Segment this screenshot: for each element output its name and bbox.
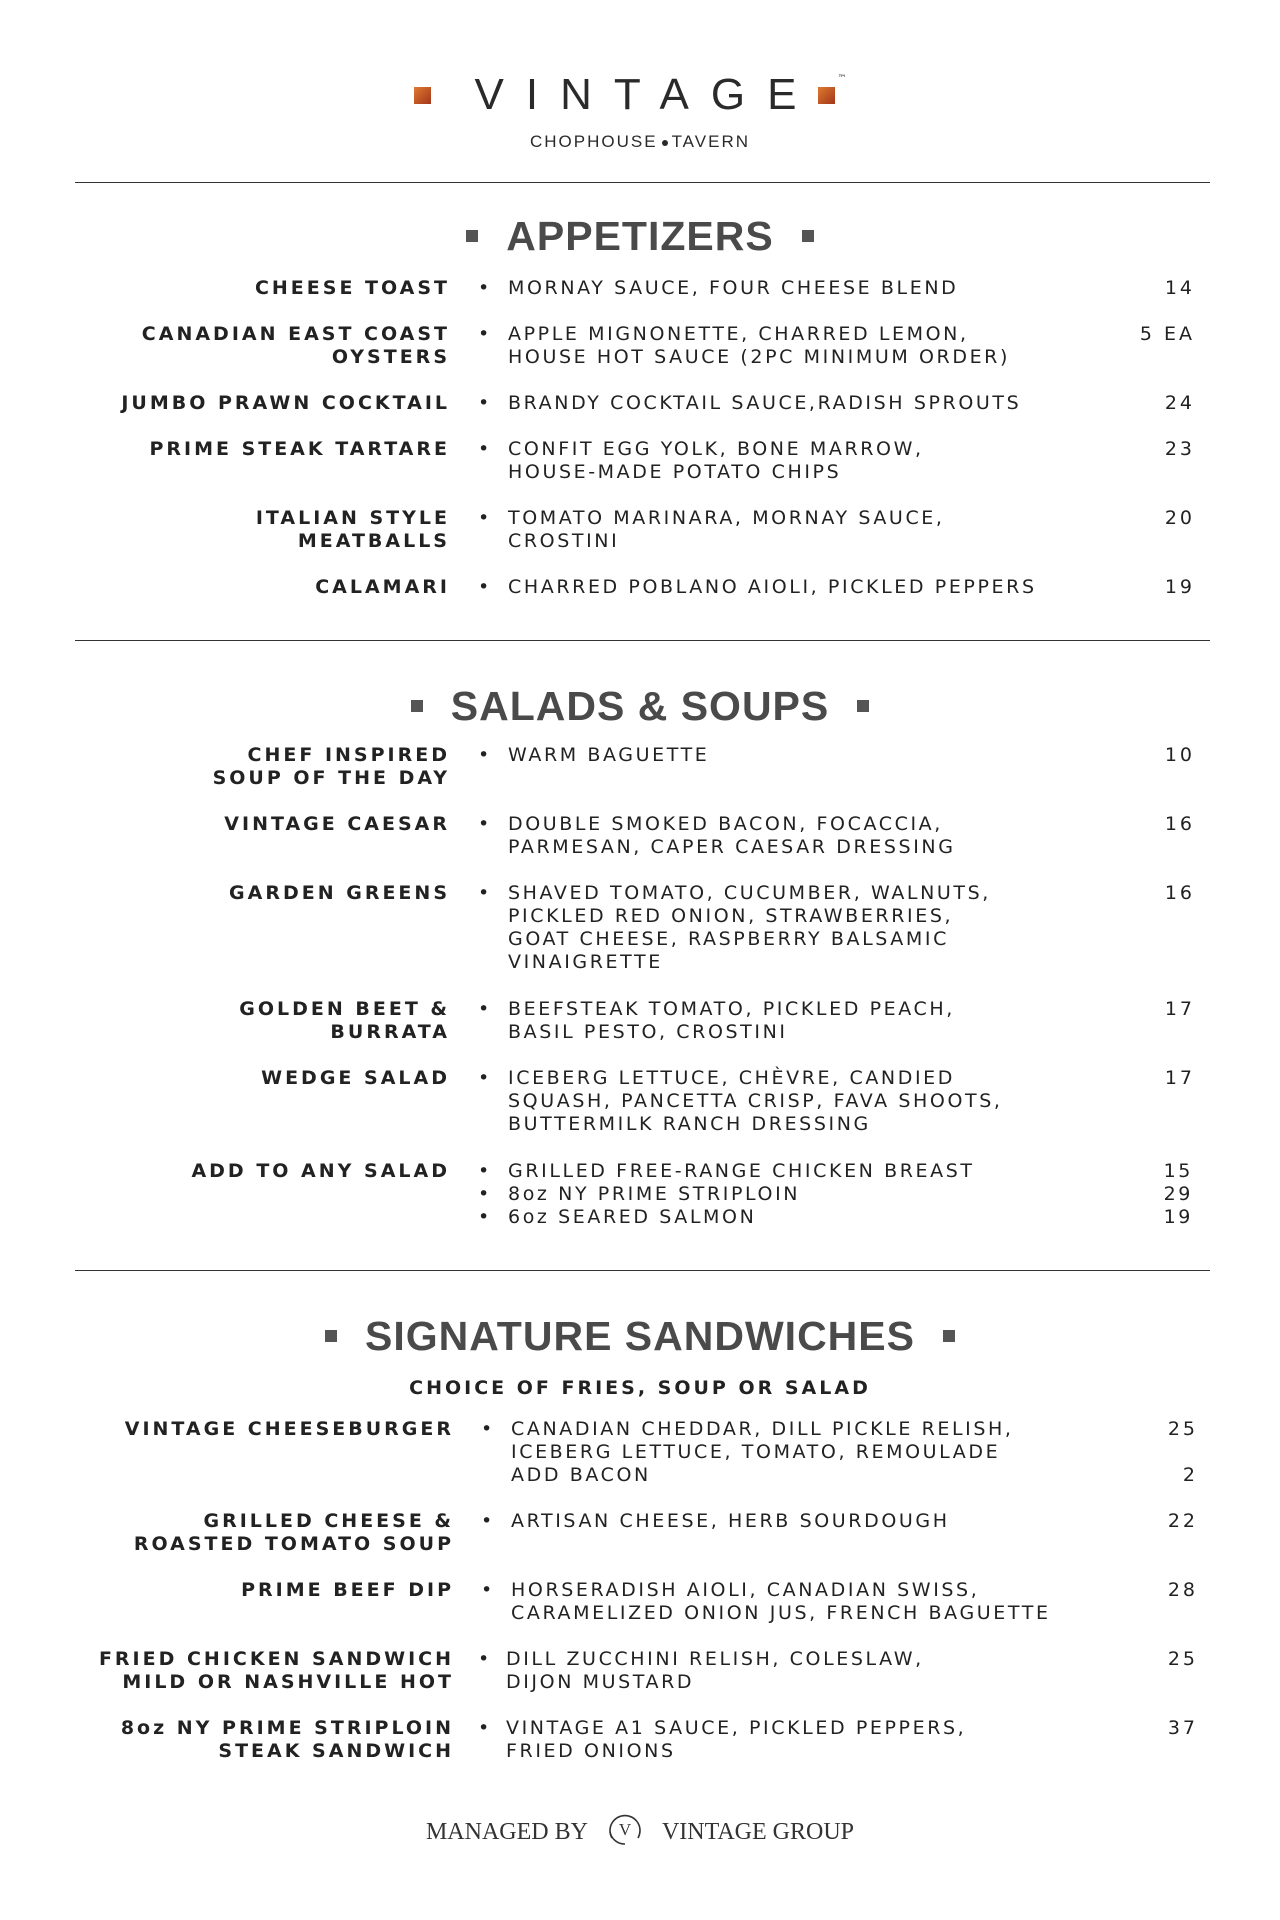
item-name: CHEESE TOAST — [254, 277, 450, 299]
item-description: • CANADIAN CHEDDAR, DILL PICKLE RELISH, ICEBERG LETTUCE, TOMATO, REMOULADE ADD BACON — [481, 1418, 1014, 1486]
bullet-icon: • — [478, 813, 492, 835]
item-description: • DILL ZUCCHINI RELISH, COLESLAW, DIJON MUSTARD — [478, 1648, 924, 1693]
footer-managed-by: MANAGED BY — [425, 1819, 588, 1845]
footer-group-name: VINTAGE GROUP — [661, 1819, 855, 1845]
item-description: • BRANDY COCKTAIL SAUCE,RADISH SPROUTS — [478, 392, 1022, 414]
item-price: 17 — [1164, 998, 1195, 1020]
brand-subtitle-left: CHOPHOUSE — [529, 132, 658, 151]
item-price: 10 — [1164, 744, 1195, 766]
item-price: 24 — [1164, 392, 1195, 414]
item-name: CANADIAN EAST COAST OYSTERS — [141, 323, 450, 368]
item-price: 23 — [1164, 438, 1195, 460]
item-name: WEDGE SALAD — [261, 1067, 450, 1089]
section-subtitle: CHOICE OF FRIES, SOUP OR SALAD — [409, 1377, 871, 1399]
item-description: • CONFIT EGG YOLK, BONE MARROW, HOUSE-MADE POTATO CHIPS — [478, 438, 924, 483]
addon-item: • GRILLED FREE-RANGE CHICKEN BREAST 15 — [478, 1160, 1193, 1182]
item-name: 8oz NY PRIME STRIPLOIN STEAK SANDWICH — [120, 1717, 454, 1762]
divider — [75, 640, 1210, 641]
item-name: ITALIAN STYLE MEATBALLS — [255, 507, 450, 552]
bullet-icon: • — [478, 392, 492, 414]
brand-header — [0, 70, 1280, 152]
bullet-icon: • — [478, 1717, 492, 1739]
brand-subtitle-right: TAVERN — [671, 132, 750, 151]
item-price: 16 — [1164, 813, 1195, 835]
bullet-icon: • — [481, 1579, 495, 1601]
square-bullet-icon — [802, 230, 814, 242]
item-description: • CHARRED POBLANO AIOLI, PICKLED PEPPERS — [478, 576, 1037, 598]
square-bullet-icon — [466, 230, 478, 242]
item-name: PRIME STEAK TARTARE — [149, 438, 450, 460]
brand-left-square-icon — [414, 87, 431, 104]
bullet-icon: • — [478, 1648, 492, 1670]
item-price: 5 EA — [1139, 323, 1195, 345]
brand-subtitle — [0, 132, 1280, 152]
item-price: 16 — [1164, 882, 1195, 904]
bullet-icon: • — [478, 277, 492, 299]
brand-right-square-icon — [818, 87, 835, 104]
item-name: GRILLED CHEESE & ROASTED TOMATO SOUP — [133, 1510, 454, 1555]
item-name: CALAMARI — [315, 576, 450, 598]
bullet-icon: • — [478, 1067, 492, 1089]
item-name: VINTAGE CAESAR — [224, 813, 450, 835]
bullet-icon: • — [478, 323, 492, 345]
item-price: 25 — [1167, 1418, 1198, 1440]
bullet-dot-icon — [662, 140, 668, 146]
bullet-icon: • — [478, 1183, 492, 1205]
item-description: • APPLE MIGNONETTE, CHARRED LEMON, HOUSE HOT SAUCE (2PC MINIMUM ORDER) — [478, 323, 1010, 368]
addon-list — [478, 1160, 1193, 1229]
bullet-icon: • — [478, 576, 492, 598]
square-bullet-icon — [943, 1330, 955, 1342]
divider — [75, 1270, 1210, 1271]
addon-price: 29 — [1163, 1183, 1193, 1205]
item-description: • SHAVED TOMATO, CUCUMBER, WALNUTS, PICKLED RED ONION, STRAWBERRIES, GOAT CHEESE, RASPBERRY BALSAMIC VINAIGRETTE — [478, 882, 991, 973]
item-name: GARDEN GREENS — [229, 882, 450, 904]
item-description: • BEEFSTEAK TOMATO, PICKLED PEACH, BASIL PESTO, CROSTINI — [478, 998, 955, 1043]
footer — [0, 1808, 1280, 1857]
item-description: • DOUBLE SMOKED BACON, FOCACCIA, PARMESAN, CAPER CAESAR DRESSING — [478, 813, 956, 858]
addon-item: • 8oz NY PRIME STRIPLOIN 29 — [478, 1183, 1193, 1205]
item-description: • ARTISAN CHEESE, HERB SOURDOUGH — [481, 1510, 950, 1532]
addon-item: • 6oz SEARED SALMON 19 — [478, 1206, 1193, 1228]
item-name: JUMBO PRAWN COCKTAIL — [121, 392, 450, 414]
trademark-mark: ™ — [837, 74, 847, 84]
item-name: GOLDEN BEET & BURRATA — [239, 998, 450, 1043]
logo-letter: V — [618, 1820, 632, 1839]
item-name: VINTAGE CHEESEBURGER — [124, 1418, 454, 1440]
item-description: • VINTAGE A1 SAUCE, PICKLED PEPPERS, FRIED ONIONS — [478, 1717, 967, 1762]
bullet-icon: • — [478, 744, 492, 766]
item-price: 25 — [1167, 1648, 1198, 1670]
item-price: 28 — [1167, 1579, 1198, 1601]
item-description: • HORSERADISH AIOLI, CANADIAN SWISS, CARAMELIZED ONION JUS, FRENCH BAGUETTE — [481, 1579, 1051, 1624]
item-price: 22 — [1167, 1510, 1198, 1532]
addon-price: 19 — [1163, 1206, 1193, 1228]
item-price: 37 — [1167, 1717, 1198, 1739]
square-bullet-icon — [411, 700, 423, 712]
item-description: • MORNAY SAUCE, FOUR CHEESE BLEND — [478, 277, 959, 299]
bullet-icon: • — [478, 998, 492, 1020]
divider — [75, 182, 1210, 183]
bullet-icon: • — [478, 507, 492, 529]
item-name: FRIED CHICKEN SANDWICH MILD OR NASHVILLE HOT — [98, 1648, 454, 1693]
section-title-text: APPETIZERS — [506, 213, 774, 259]
section-title-salads-soups — [0, 683, 1280, 730]
bullet-icon: • — [481, 1418, 495, 1440]
brand-name: VINTAGE — [474, 70, 819, 119]
bullet-icon: • — [478, 1160, 492, 1182]
item-price: 17 — [1164, 1067, 1195, 1089]
section-title-sandwiches — [0, 1313, 1280, 1360]
item-description: • ICEBERG LETTUCE, CHÈVRE, CANDIED SQUASH, PANCETTA CRISP, FAVA SHOOTS, BUTTERMILK RANCH DRESSING — [478, 1067, 1003, 1135]
bullet-icon: • — [478, 1206, 492, 1228]
item-extra-price: 2 — [1182, 1464, 1198, 1486]
item-description: • TOMATO MARINARA, MORNAY SAUCE, CROSTINI — [478, 507, 945, 552]
square-bullet-icon — [325, 1330, 337, 1342]
item-name: PRIME BEEF DIP — [241, 1579, 454, 1601]
item-price: 19 — [1164, 576, 1195, 598]
bullet-icon: • — [478, 438, 492, 460]
item-price: 20 — [1164, 507, 1195, 529]
addon-price: 15 — [1163, 1160, 1193, 1182]
section-title-appetizers — [0, 213, 1280, 260]
item-description: • WARM BAGUETTE — [478, 744, 710, 766]
section-title-text: SALADS & SOUPS — [450, 683, 830, 729]
section-title-text: SIGNATURE SANDWICHES — [365, 1313, 915, 1359]
item-price: 14 — [1164, 277, 1195, 299]
square-bullet-icon — [857, 700, 869, 712]
bullet-icon: • — [481, 1510, 495, 1532]
item-name: ADD TO ANY SALAD — [191, 1160, 450, 1182]
bullet-icon: • — [478, 882, 492, 904]
item-name: CHEF INSPIRED SOUP OF THE DAY — [212, 744, 450, 789]
vintage-group-logo-icon — [604, 1808, 646, 1857]
